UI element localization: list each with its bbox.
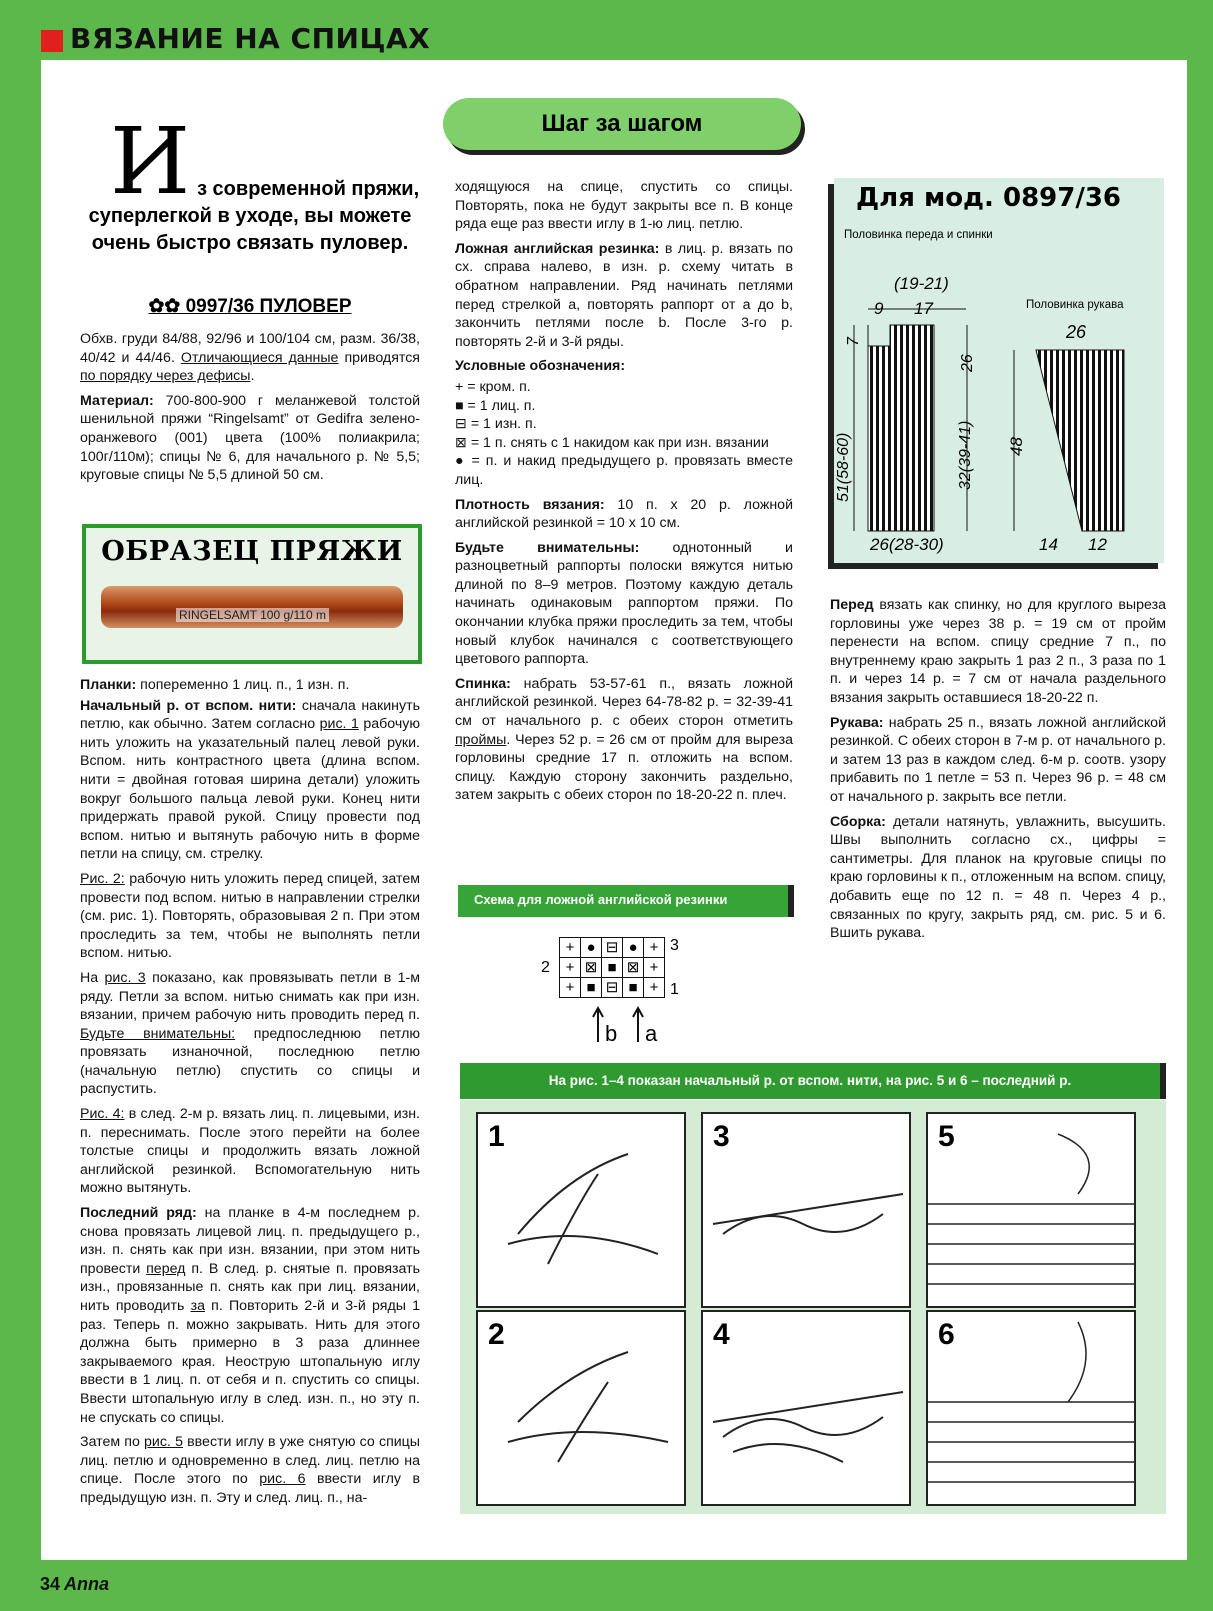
figure-number: 5 <box>938 1120 955 1153</box>
knit-fabric-illustration-icon <box>928 1312 1134 1504</box>
figure-panel-5 <box>926 1112 1136 1308</box>
legend-item: ● = п. и накид предыдущего р. провязать вместе лиц. <box>455 453 793 488</box>
arrow-a-label: a <box>645 1021 658 1044</box>
figure-number: 6 <box>938 1318 955 1351</box>
hand-illustration-icon <box>478 1312 684 1504</box>
dim-sleeve-b2: 12 <box>1088 535 1107 554</box>
row-number: 1 <box>670 981 679 998</box>
dim-sleeve-height: 48 <box>1007 437 1026 456</box>
figure-number: 1 <box>488 1120 505 1153</box>
legend-item: + = кром. п. <box>455 378 531 395</box>
start-row: Начальный р. от вспом. нити: сначала накинуть петлю, как обычно. Затем согласно рис. 1 рабочую нить уложить на указательный палец левой руки. Вспом. нить контрастного цвета (длина вспом. нити = двойная готовая ширина детали) уложить вокруг большого пальца левой руки. Конец нити придержать правой рукой. Спицу провести под вспом. нитью и вытянуть рабочую нить в форме петли на спицу, см. стрелку. <box>80 697 420 863</box>
front-label: Половинка переда и спинки <box>844 229 993 241</box>
page-number: 34 <box>40 1574 61 1594</box>
sleeve-instructions: Рукава: набрать 25 п., вязать ложной английской резинкой. С обеих сторон в 7-м р. от начального р. и затем 13 раз в каждом след. 6-м р. соотв. узору прибавить по 1 петле = 53 п. Через 96 р. = 48 см от начального р. закрыть все петли. <box>830 714 1166 805</box>
figure-panel-6 <box>926 1310 1136 1506</box>
needle-illustration-icon <box>703 1312 909 1504</box>
chart-cell: + <box>644 958 665 978</box>
chart-cell: ⊠ <box>623 958 644 978</box>
knit-fabric-illustration-icon <box>928 1114 1134 1306</box>
back-instructions: Спинка: набрать 53-57-61 п., вязать ложной английской резинкой. Через 64-78-82 р. = 32-39-41 см от начального р. с обеих сторон отметить проймы. Через 52 р. = 26 см от пройм для выреза горловины средние 17 п. отложить на вспом. спицу. Каждую сторону закончить раздельно, затем закрыть с обеих сторон по 18-20-22 п. плеч. <box>455 675 793 804</box>
chart-cell: ⊟ <box>602 938 623 958</box>
rapport-arrows <box>590 1004 670 1044</box>
dim-sleeve-b1: 14 <box>1039 535 1058 554</box>
arrow-b-label: b <box>605 1021 618 1044</box>
column-1a <box>80 330 420 491</box>
figure-number: 2 <box>488 1318 505 1351</box>
figures-area <box>460 1100 1166 1514</box>
hand-illustration-icon <box>478 1114 684 1306</box>
row-number: 3 <box>670 937 679 954</box>
fig4-text: Рис. 4: в след. 2-м р. вязать лиц. п. лицевыми, изн. п. переснимать. После этого перейти на более толстые спицы и продолжить вязать ложной английской резинкой. Вспомогательную нить можно вытянуть. <box>80 1106 420 1197</box>
dim-top-1: 9 <box>874 299 884 318</box>
fig3-text: На рис. 3 показано, как провязывать петли в 1-м ряду. Петли за вспом. нитью снимать как при изн. вязании, причем рабочую нить проводить перед п. Будьте внимательны: предпоследнюю петлю провязать изнаночной, последнюю петлю (начальную петлю) спустить со спицы и распустить. <box>80 969 420 1098</box>
chart-cell: + <box>560 958 581 978</box>
arrow-a-icon <box>633 1008 643 1042</box>
step-banner: Шаг за шагом <box>443 98 801 150</box>
needle-illustration-icon <box>703 1114 909 1306</box>
schematic-svg <box>834 178 1164 563</box>
dim-top-paren: (19-21) <box>894 274 949 293</box>
legend-item: ■ = 1 лиц. п. <box>455 397 536 414</box>
section-marker <box>41 30 63 52</box>
dim-left-top: 7 <box>845 337 862 346</box>
rib-pattern: Ложная английская резинка: в лиц. р. вязать по сх. справа налево, в изн. р. схему читать в обратном направлении. Ряд начинать петлями перед стрелкой а, повторять раппорт от а до b, закончить петлями после b. После 3-го р. повторять 2-й и 3-й ряды. <box>455 240 793 350</box>
figures-title: На рис. 1–4 показан начальный р. от вспом. нити, на рис. 5 и 6 – последний р. <box>460 1063 1166 1099</box>
dim-sleeve-top: 26 <box>1066 322 1087 342</box>
sleeve-shape <box>1036 350 1124 531</box>
fig2-text: Рис. 2: рабочую нить уложить перед спицей, затем провести под вспом. нитью в направлении стрелки (см. рис. 1). Повторять, образовывая 2 п. При этом проследить за тем, чтобы не выполнять петли вспом. нитью. <box>80 870 420 962</box>
continuation: ходящуюся на спице, спустить со спицы. Повторять, пока не будут закрыты все п. В конце ряда еще раз ввести иглу в 1-ю лиц. петлю. <box>455 179 793 233</box>
chart-cell: + <box>644 938 665 958</box>
sleeve-label: Половинка рукава <box>1026 299 1124 311</box>
dim-right-top: 26 <box>959 354 976 372</box>
figure-number: 4 <box>713 1318 730 1351</box>
figure-panel-1 <box>476 1112 686 1308</box>
chart-cell: + <box>560 978 581 998</box>
yarn-label: RINGELSAMT 100 g/110 m <box>176 608 329 622</box>
arrow-b-icon <box>593 1008 603 1042</box>
magazine-name: Anna <box>64 1574 110 1594</box>
chart-cell: ⊠ <box>581 958 602 978</box>
attention: Будьте внимательны: однотонный и разноцветный раппорты полоски вяжутся нитью длиной по 8–9 метров. Поэтому каждую деталь начинать одинаковым раппортом пряжи. По окончании клубка пряжи проследить за тем, чтобы новый клубок начинался с соответствующего цветового раппорта. <box>455 539 793 668</box>
intro-text: з современной пряжи, суперлегкой в уходе, вы можете очень быстро связать пуловер. <box>88 178 420 254</box>
figure-number: 3 <box>713 1120 730 1153</box>
dim-top-2: 17 <box>914 299 933 318</box>
figure-panel-3 <box>701 1112 911 1308</box>
material: Материал: 700-800-900 г меланжевой толстой шенильной пряжи “Ringelsamt” от Gedifra зелено-оранжевого (001) цвета (100% полиакрила; 100г/110м); спицы № 6, для начального р. № 5,5; круговые спицы № 5,5 длиной 50 см. <box>80 392 420 484</box>
chart-cell: ● <box>623 938 644 958</box>
yarn-sample-box <box>82 524 422 664</box>
front-shape <box>868 325 934 531</box>
legend-item: ⊠ = 1 п. снять с 1 накидом как при изн. вязании <box>455 434 769 451</box>
page-footer <box>40 1574 109 1595</box>
density: Плотность вязания: 10 п. х 20 р. ложной английской резинкой = 10 х 10 см. <box>455 496 793 532</box>
yarn-sample-title: ОБРАЗЕЦ ПРЯЖИ <box>101 536 403 567</box>
chart-cell: ■ <box>602 958 623 978</box>
figure-panel-4 <box>701 1310 911 1506</box>
dropcap: И <box>110 108 191 215</box>
assembly-instructions: Сборка: детали натянуть, увлажнить, высушить. Швы выполнить согласно сх., цифры = сантиметры. Для планок на круговые спицы по краю горловины к п., отложенным на вспом. спицу, добавить еще по 12 п. = 48 п. Через 4 р., связанных по кругу, закрыть ряд, см. рис. 5 и 6. Вшить рукава. <box>830 813 1166 942</box>
column-3 <box>830 596 1166 949</box>
schematic-diagram <box>834 178 1164 563</box>
section-title: ВЯЗАНИЕ НА СПИЦАХ <box>70 22 431 55</box>
rib-chart <box>559 937 665 998</box>
row-number: 2 <box>541 959 550 976</box>
column-2 <box>455 178 793 811</box>
pattern-title: ✿✿ 0997/36 ПУЛОВЕР <box>148 296 352 317</box>
fig5-text: Затем по рис. 5 ввести иглу в уже снятую со спицы лиц. петлю и одновременно в след. лиц. петлю на спице. После этого по рис. 6 ввести иглу в предыдущую изн. п. Эту и след. лиц. п., на- <box>80 1434 420 1506</box>
chart-cell: + <box>644 978 665 998</box>
last-row: Последний ряд: на планке в 4-м последнем р. снова провязать лицевой лиц. п. предыдущего р., изн. п. снять как при изн. вязании, при этом нить провести перед п. В след. р. снятые п. провязать изн., провязанные п. снять как при лиц. вязании, нить проводить за п. Повторить 2-й и 3-й ряды 1 раз. Теперь п. можно закрывать. Нить для этого должна быть примерно в 3 раза длиннее закрываемого края. Неострую штопальную иглу ввести в 1 лиц. п. от себя и п. спустить со спицы. Ввести штопальную иглу в след. изн. п., но эту п. не спускать со спицы. <box>80 1205 421 1426</box>
legend-item: ⊟ = 1 изн. п. <box>455 416 537 433</box>
dim-left: 51(58-60) <box>835 432 852 502</box>
column-1b <box>80 676 420 1514</box>
front-instructions: Перед вязать как спинку, но для круглого выреза горловины уже через 38 р. = 19 см от пройм перенести на вспом. спицу средние 7 п., по внутреннему краю закрыть 1 раз 2 п., 3 раза по 1 п. и через 14 р. = 7 см от начала раздельного вязания закрыть оставшиеся 18-20-22 п. <box>830 597 1166 706</box>
chart-cell: ● <box>581 938 602 958</box>
chart-cell: ⊟ <box>602 978 623 998</box>
sizes: Обхв. груди 84/88, 92/96 и 100/104 см, разм. 36/38, 40/42 и 44/46. Отличающиеся данные приводятся по порядку через дефисы. <box>80 331 420 385</box>
chart-cell: + <box>560 938 581 958</box>
chart-cell: ■ <box>581 978 602 998</box>
legend-title: Условные обозначения: <box>455 358 626 375</box>
scheme-title: Схема для ложной английской резинки <box>458 885 794 917</box>
diagram-title: Для мод. 0897/36 <box>856 183 1122 213</box>
dim-right: 32(39-41) <box>957 420 974 490</box>
figure-panel-2 <box>476 1310 686 1506</box>
planki: Планки: попеременно 1 лиц. п., 1 изн. п. <box>80 677 350 693</box>
intro <box>80 108 420 257</box>
dim-bottom: 26(28-30) <box>870 535 944 554</box>
chart-cell: ■ <box>623 978 644 998</box>
